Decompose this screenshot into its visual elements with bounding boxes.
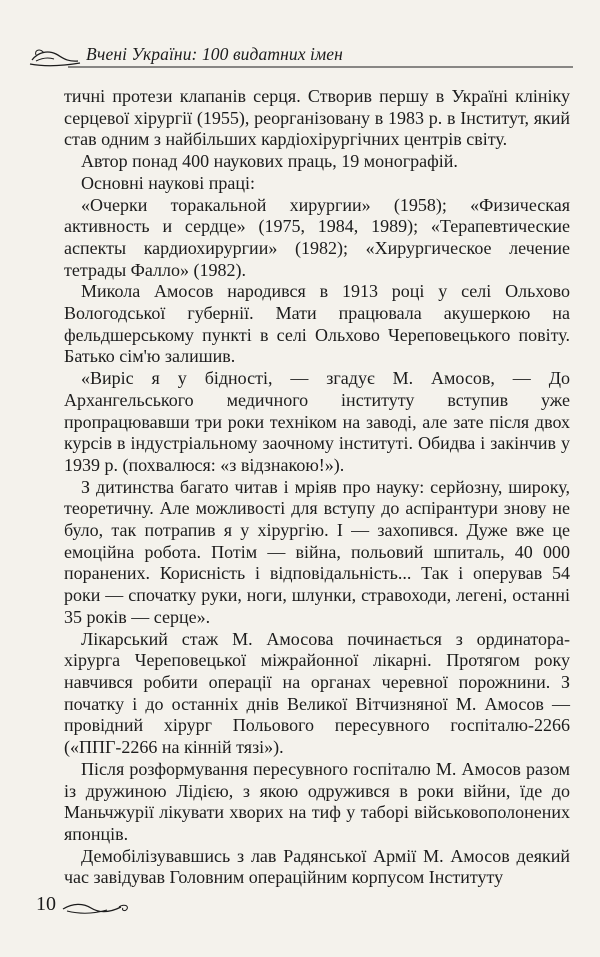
paragraph: Микола Амосов народився в 1913 році у селі Ольхово Вологодської губернії. Мати працювала акушеркою на фельдшерському пункті в селі Ольхово Череповецького повіту. Батько сім'ю залишив. <box>64 281 570 367</box>
paragraph: Лікарський стаж М. Амосова починається з ординатора-хірурга Череповецької міжрайонної лікарні. Протягом року навчився робити операції на органах черевної порожнини. З початку і до останніх днів Великої Вітчизняної М. Амосов — провідний хірург Польового пересувного госпіталю-2266 («ППГ-2266 на кінній тязі»). <box>64 628 570 758</box>
flourish-icon <box>61 899 141 919</box>
paragraph: Після розформування пересувного госпіталю М. Амосов разом із дружиною Лідією, з якою одружився в роки війни, їде до Маньчжурії лікувати хворих на тиф у таборі військовополонених японців. <box>64 758 570 844</box>
running-title: Вчені України: 100 видатних імен <box>86 44 343 64</box>
paragraph: Основні наукові праці: <box>81 172 256 193</box>
paragraph: «Виріс я у бідності, — згадує М. Амосов, — До Архангельського медичного інституту вступив уже пропрацювавши три роки техніком на заводі, але зате після двох курсів в індустріальному заочному інституті. Обидва і закінчив у 1939 р. (похвалюся: «з відзнакою!»). <box>64 368 570 475</box>
paragraph: Автор понад 400 наукових праць, 19 монографій. <box>81 151 458 172</box>
paragraph: тичні протези клапанів серця. Створив першу в Україні клініку серцевої хірургії (1955), реорганізовану в 1983 р. в Інститут, який став одним з найбільших кардіохірургічних центрів світу. <box>64 86 570 150</box>
running-header <box>28 34 573 74</box>
paragraph: З дитинства багато читав і мріяв про науку: серйозну, широку, теоретичну. Але можливості для вступу до аспірантури знову не було, так потрапив я у хірургію. І — захопився. Дуже вже це емоційна робота. Потім — війна, польовий шпиталь, 40 000 поранених. Корисність і відповідальність... Так і оперував 54 роки — спочатку руки, ноги, шлунки, стравоходи, легені, останні 35 років — серце». <box>64 476 570 627</box>
body-text <box>64 86 570 889</box>
paragraph: Демобілізувавшись з лав Радянської Армії М. Амосов деякий час завідував Головним операційним корпусом Інституту <box>64 845 570 888</box>
paragraph: «Очерки торакальной хирургии» (1958); «Физическая активность и сердце» (1975, 1984, 1989); «Терапевтические аспекты кардиохирургии» (1982); «Хирургическое лечение тетрады Фалло» (1982). <box>64 194 570 280</box>
page-footer <box>36 893 156 923</box>
page-number: 10 <box>36 893 56 915</box>
